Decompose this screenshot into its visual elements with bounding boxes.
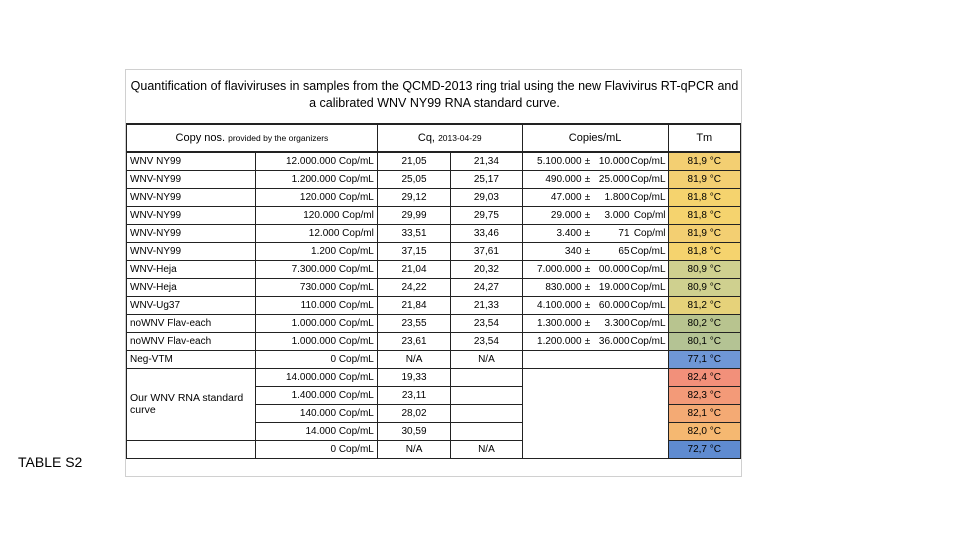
cq-value-1: 23,55 bbox=[377, 314, 450, 332]
standard-cq-2 bbox=[451, 386, 522, 404]
cq-value-2: 29,03 bbox=[451, 188, 522, 206]
copies-value: 5.100.000 bbox=[537, 155, 582, 167]
copies-unit: Cop/mL bbox=[630, 317, 666, 329]
tm-value: 80,1 °C bbox=[668, 332, 740, 350]
sample-name: Neg-VTM bbox=[127, 350, 256, 368]
tm-value: 81,2 °C bbox=[668, 296, 740, 314]
copies-value: 1.300.000 bbox=[537, 317, 582, 329]
tm-value: 81,9 °C bbox=[668, 224, 740, 242]
table-row bbox=[127, 188, 741, 206]
cq-value-1: 21,04 bbox=[377, 260, 450, 278]
copies-blank bbox=[522, 368, 668, 458]
copies-unit: Cop/mL bbox=[630, 335, 666, 347]
copy-number: 120.000 Cop/ml bbox=[256, 206, 378, 224]
cq-value-2: 24,27 bbox=[451, 278, 522, 296]
sample-name: noWNV Flav-each bbox=[127, 314, 256, 332]
table-row bbox=[127, 314, 741, 332]
copies-unit: Cop/mL bbox=[630, 191, 666, 203]
sample-name: WNV NY99 bbox=[127, 152, 256, 170]
cq-value-2: 21,33 bbox=[451, 296, 522, 314]
header-tm: Tm bbox=[668, 124, 740, 152]
cq-value-1: 21,84 bbox=[377, 296, 450, 314]
quantification-table bbox=[126, 123, 741, 459]
tm-value: 80,9 °C bbox=[668, 260, 740, 278]
copies-per-ml bbox=[522, 278, 668, 296]
standard-copy-number: 0 Cop/mL bbox=[256, 440, 378, 458]
standard-cq-1: 23,11 bbox=[377, 386, 450, 404]
plus-minus: ± bbox=[584, 191, 591, 203]
copies-per-ml bbox=[522, 188, 668, 206]
header-cq-date: 2013-04-29 bbox=[438, 133, 482, 143]
copies-per-ml bbox=[522, 224, 668, 242]
standard-cq-2 bbox=[451, 368, 522, 386]
table-row bbox=[127, 332, 741, 350]
plus-minus: ± bbox=[584, 317, 591, 329]
title-line-1: Quantification of flaviviruses in samples from the QCMD-2013 ring trial using the new Flavivirus RT-qPCR and bbox=[130, 79, 739, 93]
copies-unit: Cop/mL bbox=[630, 155, 666, 167]
plus-minus: ± bbox=[584, 227, 591, 239]
cq-value-1: 23,61 bbox=[377, 332, 450, 350]
sample-name: WNV-Heja bbox=[127, 260, 256, 278]
standard-row bbox=[127, 368, 741, 386]
copies-value: 830.000 bbox=[545, 281, 582, 293]
copy-number: 12.000 Cop/ml bbox=[256, 224, 378, 242]
tm-value: 81,8 °C bbox=[668, 242, 740, 260]
plus-minus: ± bbox=[584, 335, 591, 347]
tm-value: 80,2 °C bbox=[668, 314, 740, 332]
spreadsheet-image bbox=[125, 69, 742, 477]
table-title bbox=[126, 78, 743, 112]
cq-value-2: 23,54 bbox=[451, 314, 522, 332]
cq-value-2: 23,54 bbox=[451, 332, 522, 350]
cq-value-2: 33,46 bbox=[451, 224, 522, 242]
plus-minus: ± bbox=[584, 263, 591, 275]
cq-value-2: 20,32 bbox=[451, 260, 522, 278]
copy-number: 110.000 Cop/mL bbox=[256, 296, 378, 314]
standard-tm-value: 72,7 °C bbox=[668, 440, 740, 458]
header-cq bbox=[377, 124, 522, 152]
sample-name: noWNV Flav-each bbox=[127, 332, 256, 350]
copies-unit: Cop/mL bbox=[630, 173, 666, 185]
copies-unit: Cop/ml bbox=[633, 209, 666, 221]
cq-value-2: N/A bbox=[451, 350, 522, 368]
tm-value: 80,9 °C bbox=[668, 278, 740, 296]
tm-value: 81,8 °C bbox=[668, 188, 740, 206]
table-row bbox=[127, 350, 741, 368]
plus-minus: ± bbox=[584, 173, 591, 185]
title-line-2: a calibrated WNV NY99 RNA standard curve. bbox=[309, 96, 560, 110]
copy-number: 7.300.000 Cop/mL bbox=[256, 260, 378, 278]
copies-error: 10.000 bbox=[598, 155, 630, 167]
copies-per-ml bbox=[522, 242, 668, 260]
copy-number: 1.000.000 Cop/mL bbox=[256, 332, 378, 350]
plus-minus: ± bbox=[584, 245, 591, 257]
header-cq-label: Cq, bbox=[417, 132, 435, 144]
plus-minus: ± bbox=[584, 299, 591, 311]
copy-number: 1.200 Cop/mL bbox=[256, 242, 378, 260]
copy-number: 730.000 Cop/mL bbox=[256, 278, 378, 296]
copies-per-ml bbox=[522, 296, 668, 314]
plus-minus: ± bbox=[584, 281, 591, 293]
sample-name: WNV-NY99 bbox=[127, 188, 256, 206]
copies-unit: Cop/mL bbox=[630, 299, 666, 311]
standard-tm-value: 82,1 °C bbox=[668, 404, 740, 422]
copies-value: 340 bbox=[564, 245, 582, 257]
standard-cq-1: 28,02 bbox=[377, 404, 450, 422]
standard-tm-value: 82,4 °C bbox=[668, 368, 740, 386]
table-row bbox=[127, 296, 741, 314]
cq-value-2: 25,17 bbox=[451, 170, 522, 188]
copies-per-ml bbox=[522, 260, 668, 278]
table-row bbox=[127, 224, 741, 242]
copies-unit: Cop/mL bbox=[630, 245, 666, 257]
sample-name: WNV-NY99 bbox=[127, 224, 256, 242]
tm-value: 81,9 °C bbox=[668, 152, 740, 170]
standard-copy-number: 14.000.000 Cop/mL bbox=[256, 368, 378, 386]
cq-value-1: 25,05 bbox=[377, 170, 450, 188]
tm-value: 81,8 °C bbox=[668, 206, 740, 224]
cq-value-1: 29,99 bbox=[377, 206, 450, 224]
copies-per-ml bbox=[522, 152, 668, 170]
copies-error: 3.000 bbox=[604, 209, 630, 221]
copy-number: 120.000 Cop/mL bbox=[256, 188, 378, 206]
copy-number: 0 Cop/mL bbox=[256, 350, 378, 368]
copy-number: 12.000.000 Cop/mL bbox=[256, 152, 378, 170]
copy-number: 1.000.000 Cop/mL bbox=[256, 314, 378, 332]
header-copy-nos-sub: provided by the organizers bbox=[228, 133, 329, 143]
table-row bbox=[127, 260, 741, 278]
standard-cq-1: 30,59 bbox=[377, 422, 450, 440]
cq-value-1: 37,15 bbox=[377, 242, 450, 260]
plus-minus: ± bbox=[584, 155, 591, 167]
copies-error: 36.000 bbox=[598, 335, 630, 347]
standard-cq-2 bbox=[451, 422, 522, 440]
standard-copy-number: 1.400.000 Cop/mL bbox=[256, 386, 378, 404]
table-row bbox=[127, 242, 741, 260]
header-row bbox=[127, 124, 741, 152]
sample-name: WNV-NY99 bbox=[127, 206, 256, 224]
cq-value-2: 21,34 bbox=[451, 152, 522, 170]
copies-error: 65 bbox=[618, 245, 630, 257]
tm-value: 77,1 °C bbox=[668, 350, 740, 368]
copies-error: 19.000 bbox=[598, 281, 630, 293]
sample-name: WNV-Ug37 bbox=[127, 296, 256, 314]
standard-tm-value: 82,3 °C bbox=[668, 386, 740, 404]
table-row bbox=[127, 278, 741, 296]
table-row bbox=[127, 152, 741, 170]
copies-per-ml bbox=[522, 350, 668, 368]
tm-value: 81,9 °C bbox=[668, 170, 740, 188]
copies-error: 00.000 bbox=[598, 263, 630, 275]
sample-name: WNV-NY99 bbox=[127, 170, 256, 188]
copies-per-ml bbox=[522, 314, 668, 332]
cq-value-1: 24,22 bbox=[377, 278, 450, 296]
copies-unit: Cop/ml bbox=[633, 227, 666, 239]
plus-minus: ± bbox=[584, 209, 591, 221]
copies-per-ml bbox=[522, 206, 668, 224]
standard-cq-2: N/A bbox=[451, 440, 522, 458]
cq-value-2: 29,75 bbox=[451, 206, 522, 224]
standard-curve-label: Our WNV RNA standard curve bbox=[127, 368, 256, 440]
cq-value-1: 21,05 bbox=[377, 152, 450, 170]
standard-tm-value: 82,0 °C bbox=[668, 422, 740, 440]
copies-error: 71 bbox=[618, 227, 630, 239]
sample-name: WNV-Heja bbox=[127, 278, 256, 296]
cq-value-2: 37,61 bbox=[451, 242, 522, 260]
copies-error: 60.000 bbox=[598, 299, 630, 311]
slide-label: TABLE S2 bbox=[18, 454, 83, 470]
table-row bbox=[127, 206, 741, 224]
copy-number: 1.200.000 Cop/mL bbox=[256, 170, 378, 188]
copies-per-ml bbox=[522, 332, 668, 350]
header-copies: Copies/mL bbox=[522, 124, 668, 152]
header-copy-nos bbox=[127, 124, 378, 152]
standard-cq-2 bbox=[451, 404, 522, 422]
cq-value-1: 29,12 bbox=[377, 188, 450, 206]
copies-error: 3.300 bbox=[604, 317, 630, 329]
standard-copy-number: 14.000 Cop/mL bbox=[256, 422, 378, 440]
cq-value-1: 33,51 bbox=[377, 224, 450, 242]
cq-value-1: N/A bbox=[377, 350, 450, 368]
copies-value: 1.200.000 bbox=[537, 335, 582, 347]
sample-name: WNV-NY99 bbox=[127, 242, 256, 260]
standard-copy-number: 140.000 Cop/mL bbox=[256, 404, 378, 422]
copies-value: 7.000.000 bbox=[537, 263, 582, 275]
copies-value: 47.000 bbox=[550, 191, 582, 203]
copies-error: 1.800 bbox=[604, 191, 630, 203]
standard-cq-1: 19,33 bbox=[377, 368, 450, 386]
copies-error: 25.000 bbox=[598, 173, 630, 185]
copies-unit: Cop/mL bbox=[630, 281, 666, 293]
standard-cq-1: N/A bbox=[377, 440, 450, 458]
header-copy-nos-label: Copy nos. bbox=[175, 132, 226, 144]
blank-cell bbox=[127, 440, 256, 458]
copies-unit: Cop/mL bbox=[630, 263, 666, 275]
copies-value: 3.400 bbox=[556, 227, 582, 239]
copies-per-ml bbox=[522, 170, 668, 188]
table-row bbox=[127, 170, 741, 188]
copies-value: 490.000 bbox=[545, 173, 582, 185]
copies-value: 29.000 bbox=[550, 209, 582, 221]
copies-value: 4.100.000 bbox=[537, 299, 582, 311]
